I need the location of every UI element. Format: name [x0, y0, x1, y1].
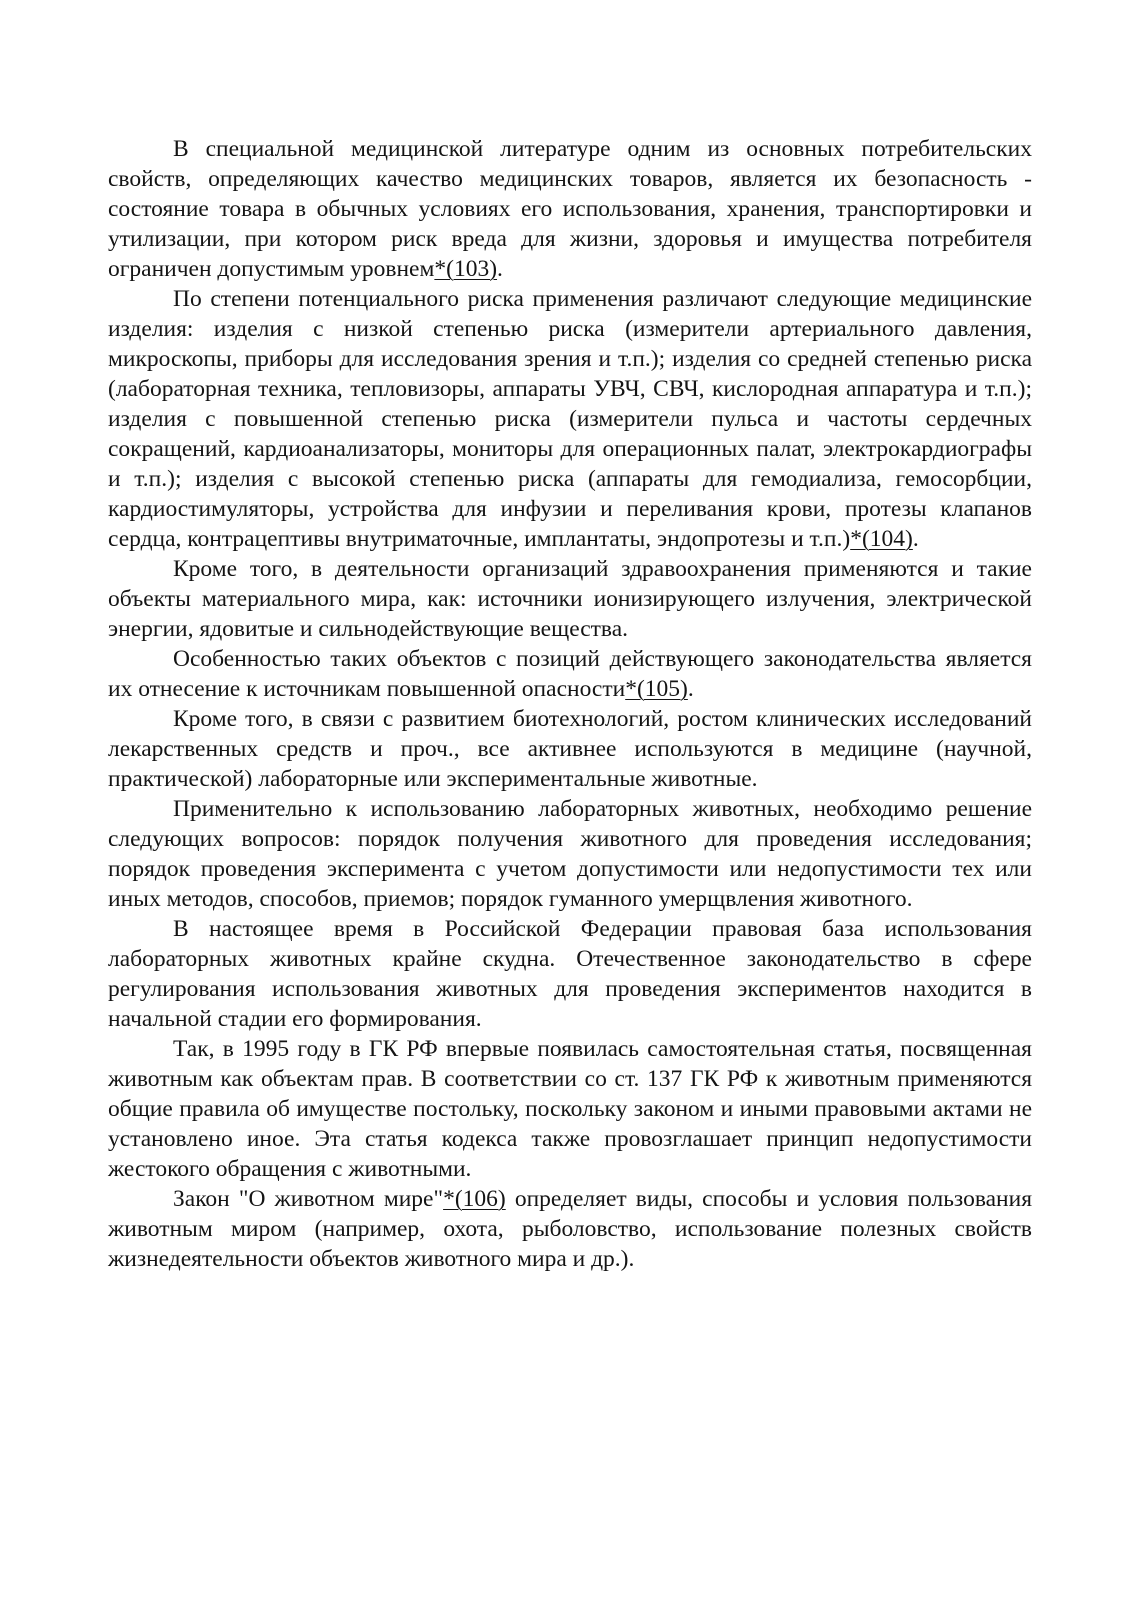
- paragraph-1: [108, 134, 1032, 284]
- paragraph-text: По степени потенциального риска применения различают следующие медицинские изделия: изделия с низкой степенью риска (измерители артериального давления, микроскопы, приборы для исследования зрения и т.п.); изделия со средней степенью риска (лабораторная техника, тепловизоры, аппараты УВЧ, СВЧ, кислородная аппаратура и т.п.); изделия с повышенной степенью риска (измерители пульса и частоты сердечных сокращений, кардиоанализаторы, мониторы для операционных палат, электрокардиографы и т.п.); изделия с высокой степенью риска (аппараты для гемодиализа, гемосорбции, кардиостимуляторы, устройства для инфузии и переливания крови, протезы клапанов сердца, контрацептивы внутриматочные, имплантаты, эндопротезы и т.п.): [108, 286, 1032, 552]
- paragraph-5: [108, 704, 1032, 794]
- paragraph-6: [108, 794, 1032, 914]
- paragraph-text: Так, в 1995 году в ГК РФ впервые появилась самостоятельная статья, посвященная животным как объектам прав. В соответствии со ст. 137 ГК РФ к животным применяются общие правила об имуществе постольку, поскольку законом и иными правовыми актами не установлено иное. Эта статья кодекса также провозглашает принцип недопустимости жестокого обращения с животными.: [108, 1036, 1032, 1182]
- document-page: [108, 134, 1032, 1274]
- paragraph-tail: определяет виды, способы и условия пользования животным миром (например, охота, рыболовство, использование полезных свойств жизнедеятельности объектов животного мира и др.).: [108, 1186, 1032, 1272]
- paragraph-text: В специальной медицинской литературе одним из основных потребительских свойств, определяющих качество медицинских товаров, является их безопасность - состояние товара в обычных условиях его использования, хранения, транспортировки и утилизации, при котором риск вреда для жизни, здоровья и имущества потребителя ограничен допустимым уровнем: [108, 136, 1032, 282]
- paragraph-2: [108, 284, 1032, 554]
- paragraph-text: Применительно к использованию лабораторных животных, необходимо решение следующих вопросов: порядок получения животного для проведения исследования; порядок проведения эксперимента с учетом допустимости или недопустимости тех или иных методов, способов, приемов; порядок гуманного умерщвления животного.: [108, 796, 1032, 912]
- paragraph-text: В настоящее время в Российской Федерации правовая база использования лабораторных животных крайне скудна. Отечественное законодательство в сфере регулирования использования животных для проведения экспериментов находится в начальной стадии его формирования.: [108, 916, 1032, 1032]
- paragraph-tail: .: [497, 256, 503, 282]
- footnote-link-104[interactable]: *(104): [850, 526, 913, 552]
- paragraph-text: Закон "О животном мире": [173, 1186, 444, 1212]
- paragraph-9: [108, 1184, 1032, 1274]
- paragraph-3: [108, 554, 1032, 644]
- footnote-link-106[interactable]: *(106): [443, 1186, 506, 1212]
- paragraph-4: [108, 644, 1032, 704]
- paragraph-text: Особенностью таких объектов с позиций действующего законодательства является их отнесение к источникам повышенной опасности: [108, 646, 1032, 702]
- paragraph-tail: .: [912, 526, 919, 552]
- paragraph-text: Кроме того, в деятельности организаций здравоохранения применяются и такие объекты материального мира, как: источники ионизирующего излучения, электрической энергии, ядовитые и сильнодействующие вещества.: [108, 556, 1032, 642]
- paragraph-text: Кроме того, в связи с развитием биотехнологий, ростом клинических исследований лекарственных средств и проч., все активнее используются в медицине (научной, практической) лабораторные или экспериментальные животные.: [108, 706, 1032, 792]
- paragraph-7: [108, 914, 1032, 1034]
- footnote-link-105[interactable]: *(105): [625, 676, 688, 702]
- paragraph-tail: .: [687, 676, 694, 702]
- footnote-link-103[interactable]: *(103): [434, 256, 498, 282]
- paragraph-8: [108, 1034, 1032, 1184]
